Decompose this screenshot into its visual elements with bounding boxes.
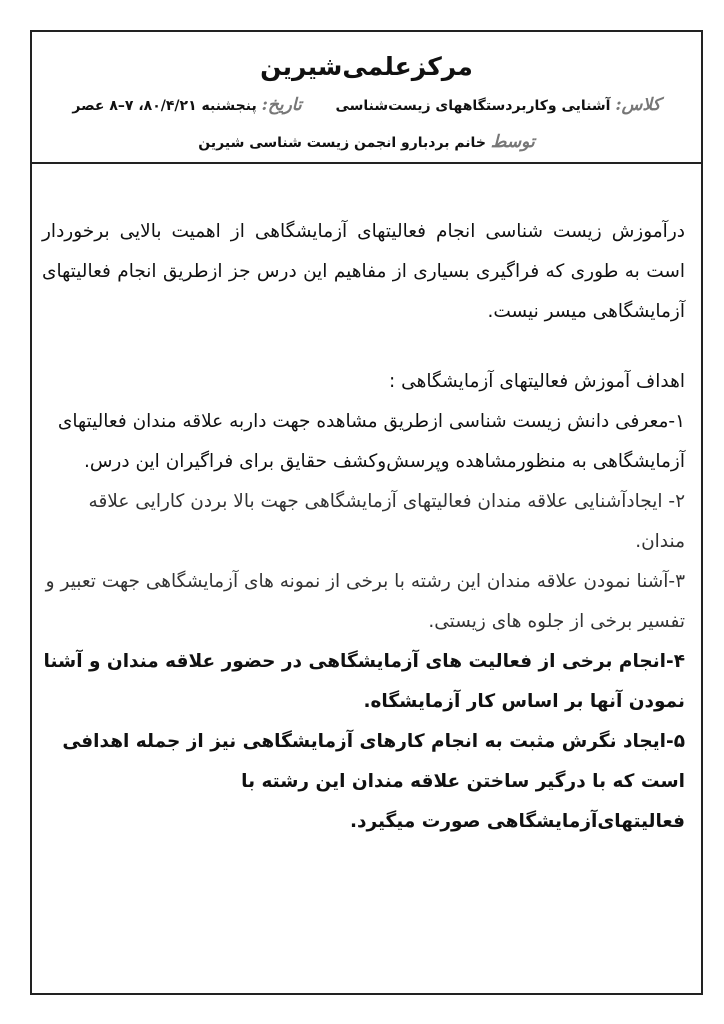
goal-item-1: ۱-معرفی دانش زیست شناسی ازطریق مشاهده جهت داربه علاقه مندان فعالیتهای آزمایشگاهی به منظورمشاهده وپرسش‌وکشف حقایق برای فراگیران این درس. bbox=[57, 411, 685, 472]
header-box bbox=[32, 32, 701, 164]
class-value: آشنایی وکاربردستگاههای زیست‌شناسی bbox=[335, 98, 611, 114]
intro-paragraph: درآموزش زیست شناسی انجام فعالیتهای آزمایشگاهی از اهمیت بالایی برخوردار است به طوری که فراگیری بسیاری از مفاهیم این درس جز ازطریق انجام فعالیتهای آزمایشگاهی میسر نیست. bbox=[42, 221, 685, 322]
date-label: تاریخ: bbox=[261, 95, 302, 115]
document-body bbox=[42, 212, 685, 842]
goal-item-4: ۴-انجام برخی از فعالیت های آزمایشگاهی در حضور علاقه مندان و آشنا نمودن آنها بر اساس کار آزمایشگاه. bbox=[43, 651, 685, 712]
goals-heading: اهداف آموزش فعالیتهای آزمایشگاهی : bbox=[389, 371, 685, 392]
goal-item-3: ۳-آشنا نمودن علاقه مندان این رشته با برخی از نمونه های آزمایشگاهی جهت تعبیر و تفسیر برخی از جلوه های زیستی. bbox=[45, 571, 685, 632]
class-label: کلاس: bbox=[615, 95, 661, 115]
goal-item-2: ۲- ایجادآشنایی علاقه مندان فعالیتهای آزمایشگاهی جهت بالا بردن کارایی علاقه مندان. bbox=[88, 491, 685, 552]
page-frame bbox=[30, 30, 703, 995]
goal-item-5: ۵-ایجاد نگرش مثبت به انجام کارهای آزمایشگاهی نیز از جمله اهدافی است که با درگیر ساختن علاقه مندان این رشته با فعالیتهای‌آزمایشگاهی صورت میگیرد. bbox=[62, 731, 685, 832]
date-value: پنجشنبه ۸۰/۴/۲۱، ۷–۸ عصر bbox=[72, 98, 257, 114]
page-title: مرکزعلمی‌شیرین bbox=[260, 52, 473, 81]
by-value: خانم بردبارو انجمن زیست شناسی شیرین bbox=[198, 135, 486, 151]
presenter-line bbox=[32, 132, 701, 152]
class-date-line bbox=[44, 95, 689, 115]
by-label: توسط bbox=[490, 132, 535, 152]
